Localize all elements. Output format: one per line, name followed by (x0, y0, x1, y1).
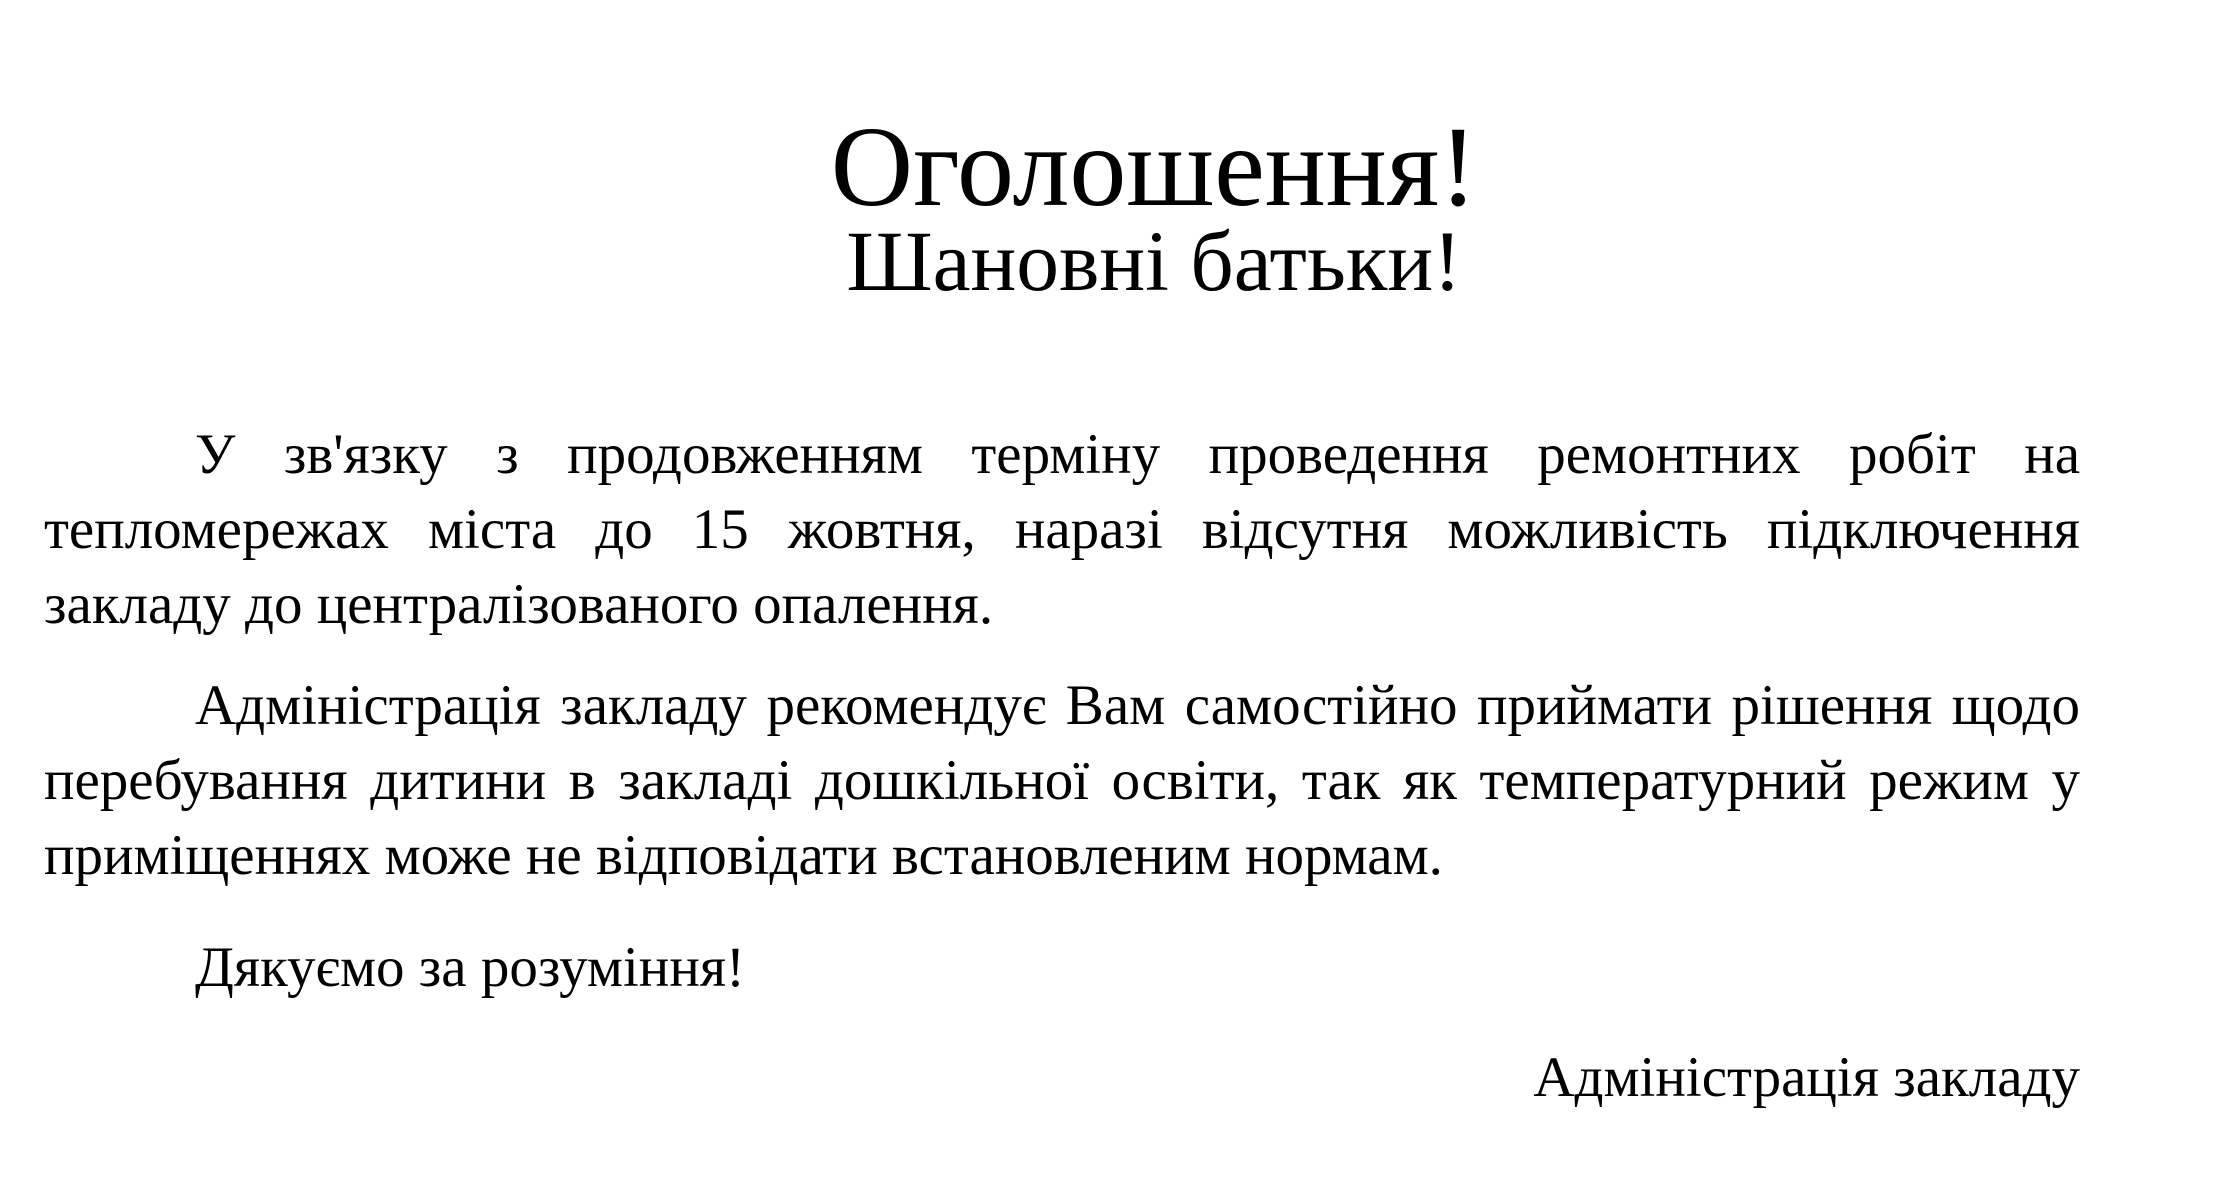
signature-line: Адміністрація закладу (1533, 1046, 2080, 1109)
greeting-line: Шановні батьки! (846, 215, 1462, 309)
paragraph-recommendation: Адміністрація закладу рекомендує Вам самостійно приймати рішення щодо перебування дитини в закладі дошкільної освіти, так як температурний режим у приміщеннях може не відповідати встановленим нормам. (44, 674, 2080, 887)
paragraph-heating-delay: У зв'язку з продовженням терміну проведення ремонтних робіт на тепломережах міста до 15 жовтня, наразі відсутня можливість підключення закладу до централізованого опалення. (44, 423, 2080, 636)
paragraph-thanks: Дякуємо за розуміння! (195, 936, 746, 999)
announcement-title: Оголошення! (830, 103, 1478, 230)
